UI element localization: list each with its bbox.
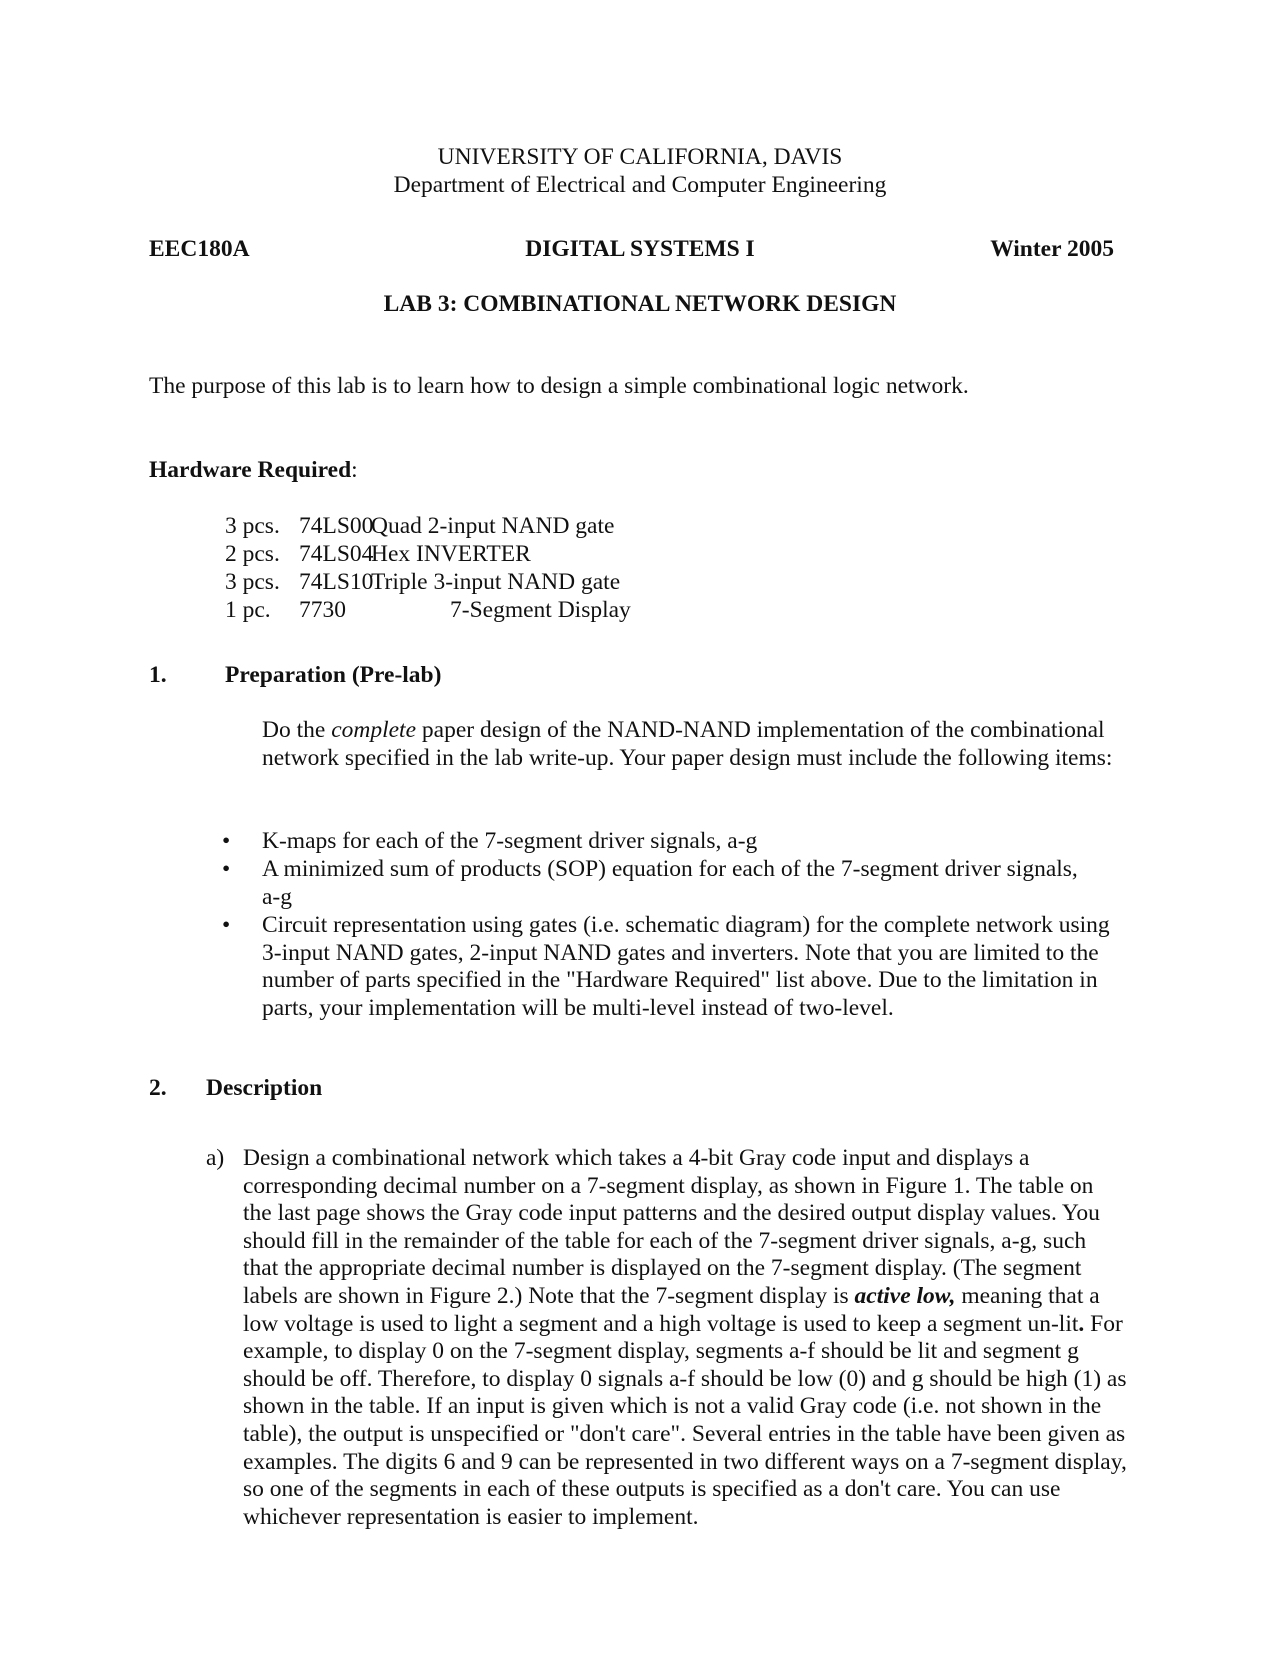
hardware-qty: 2 pcs. <box>225 541 280 567</box>
bullet-icon: • <box>222 912 231 938</box>
list-item: Circuit representation using gates (i.e. schematic diagram) for the complete network using 3-input NAND gates, 2-input NAND gates and inverters. Note that you are limited to the number of parts specified in the "Hardware Required" list above. Due to the limitation in parts, your implementation will be multi-level instead of two-level. <box>262 912 1110 1021</box>
hardware-item <box>225 513 614 541</box>
section1-title: Preparation (Pre-lab) <box>225 662 442 688</box>
term: Winter 2005 <box>990 236 1114 262</box>
item-a-dot: . <box>1078 1310 1085 1337</box>
section2-title: Description <box>206 1075 323 1101</box>
item-a-label: a) <box>206 1145 225 1171</box>
lab-title: LAB 3: COMBINATIONAL NETWORK DESIGN <box>383 291 897 317</box>
list-item: K-maps for each of the 7-segment driver signals, a-g <box>262 828 758 854</box>
hardware-desc: 7-Segment Display <box>450 597 631 623</box>
intro-emphasis: complete <box>331 717 417 743</box>
item-a-mid: meaning that a low voltage is used to light a segment and a high voltage is used to keep a segment un-lit <box>243 1282 1100 1337</box>
hardware-item <box>225 569 620 597</box>
hardware-item <box>225 597 631 625</box>
item-a-pre: Design a combinational network which takes a 4-bit Gray code input and displays a corresponding decimal number on a 7-segment display, as shown in Figure 1. The table on the last page shows the Gray code input patterns and the desired output display values. You should fill in the remainder of the table for each of the 7-segment driver signals, a-g, such that the appropriate decimal number is displayed on the 7-segment display. (The segment labels are shown in Figure 2.) Note that the 7-segment display is <box>243 1145 1100 1309</box>
hardware-desc: Quad 2-input NAND gate <box>371 513 615 539</box>
hardware-desc: Triple 3-input NAND gate <box>371 569 621 595</box>
section2-number: 2. <box>149 1075 167 1101</box>
hardware-item <box>225 541 531 569</box>
list-item: A minimized sum of products (SOP) equation for each of the 7-segment driver signals, a-g <box>262 856 1078 910</box>
hardware-desc: Hex INVERTER <box>371 541 531 567</box>
hardware-part: 74LS04 <box>299 541 374 567</box>
hardware-part: 7730 <box>299 597 346 623</box>
university-name: UNIVERSITY OF CALIFORNIA, DAVIS <box>437 144 843 170</box>
intro-text-pre: Do the <box>262 717 332 743</box>
hardware-heading-colon: : <box>351 457 358 483</box>
active-low-emphasis: active low, <box>854 1282 956 1309</box>
hardware-heading <box>149 457 358 485</box>
hardware-qty: 3 pcs. <box>225 569 280 595</box>
hardware-heading-label: Hardware Required <box>149 457 352 483</box>
hardware-qty: 1 pc. <box>225 597 271 623</box>
bullet-icon: • <box>222 828 231 854</box>
intro-text-post: paper design of the NAND-NAND implementation of the combinational network specified in the lab write-up. Your paper design must include the following items: <box>262 717 1113 771</box>
hardware-part: 74LS00 <box>299 513 374 539</box>
course-code: EEC180A <box>149 236 250 262</box>
hardware-qty: 3 pcs. <box>225 513 280 539</box>
department-name: Department of Electrical and Computer Engineering <box>393 172 887 198</box>
bullet-icon: • <box>222 856 231 882</box>
section1-number: 1. <box>149 662 167 688</box>
course-title: DIGITAL SYSTEMS I <box>525 236 755 262</box>
purpose-text: The purpose of this lab is to learn how to design a simple combinational logic network. <box>149 373 969 399</box>
hardware-part: 74LS10 <box>299 569 374 595</box>
item-a-text <box>243 1145 1127 1531</box>
item-a-post: For example, to display 0 on the 7-segment display, segments a-f should be lit and segment g should be off. Therefore, to display 0 signals a-f should be low (0) and g should be high (1) as shown in the table. If an input is given which is not a valid Gray code (i.e. not shown in the table), the output is unspecified or "don't care". Several entries in the table have been given as examples. The digits 6 and 9 can be represented in two different ways on a 7-segment display, so one of the segments in each of these outputs is specified as a don't care. You can use whichever representation is easier to implement. <box>243 1310 1127 1530</box>
section1-intro <box>262 717 1130 772</box>
